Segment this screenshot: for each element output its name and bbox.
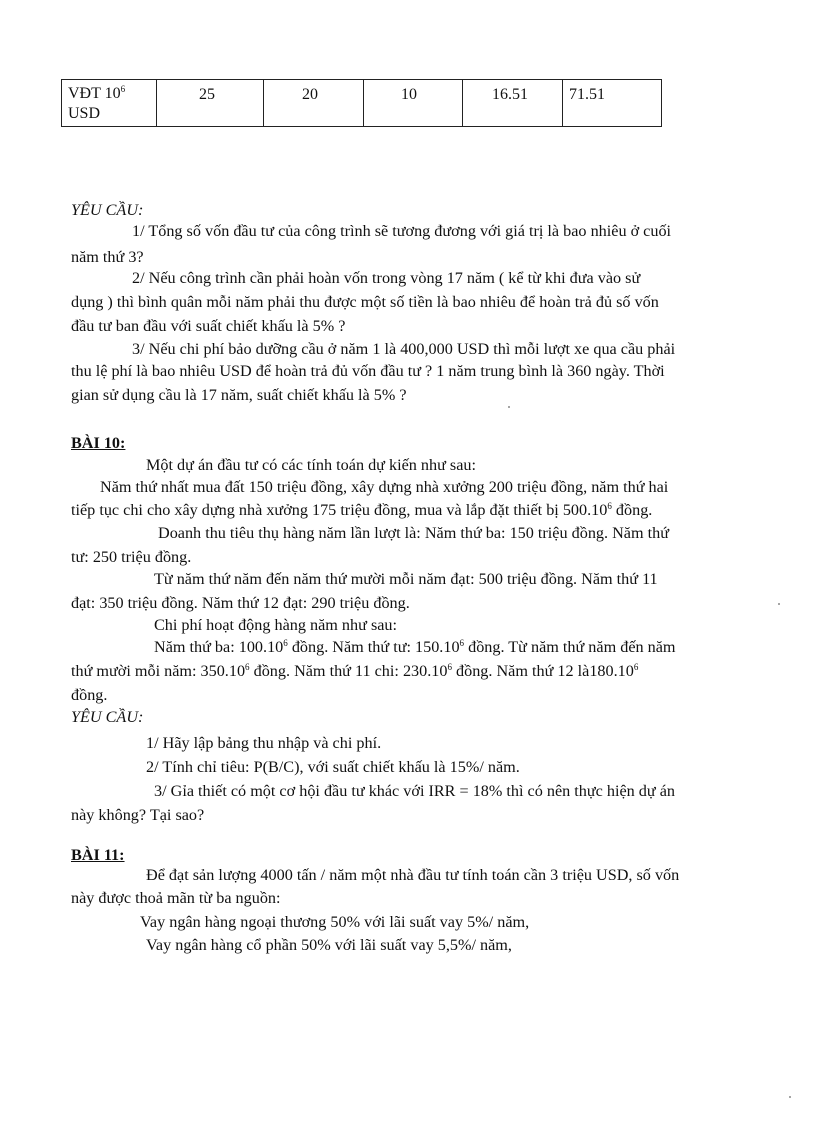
table-cell: 16.51 bbox=[492, 86, 528, 103]
table-cell: 71.51 bbox=[569, 86, 605, 103]
question-2-line-2: dụng ) thì bình quân mỗi năm phải thu được một số tiền là bao nhiêu để hoàn trả đủ số vốn bbox=[71, 293, 659, 311]
table-row-label bbox=[68, 84, 125, 124]
superscript: 6 bbox=[283, 638, 288, 648]
table-divider bbox=[263, 80, 264, 126]
exercise-10-p2-line-1: Doanh thu tiêu thụ hàng năm lần lượt là: Năm thứ ba: 150 triệu đồng. Năm thứ bbox=[158, 524, 669, 542]
question-1-line-1: 1/ Tổng số vốn đầu tư của công trình sẽ tương đương với giá trị là bao nhiêu ở cuối bbox=[132, 222, 672, 240]
exercise-10-p5-line-3: đồng. bbox=[71, 686, 108, 704]
exercise-10-p1-line-2 bbox=[71, 501, 652, 520]
question-3-line-1: 3/ Nếu chi phí bảo dưỡng cầu ở năm 1 là 400,000 USD thì mỗi lượt xe qua cầu phải bbox=[132, 340, 676, 358]
question-1-line-2: năm thứ 3? bbox=[71, 248, 144, 266]
text-run: thứ mười mỗi năm: 350.10 bbox=[71, 662, 246, 680]
table-label-line2: USD bbox=[68, 105, 101, 122]
requirements-heading: YÊU CẦU: bbox=[71, 201, 144, 219]
table-divider bbox=[462, 80, 463, 126]
exercise-10-p4: Chi phí hoạt động hàng năm như sau: bbox=[154, 616, 398, 634]
table-cell: 20 bbox=[302, 86, 318, 103]
exercise-10-p2-line-2: tư: 250 triệu đồng. bbox=[71, 548, 192, 566]
table-divider bbox=[562, 80, 563, 126]
text-run: Năm thứ ba: 100.10 bbox=[154, 638, 284, 656]
text-run: đồng. Năm thứ tư: 150.10 bbox=[287, 638, 460, 656]
exercise-10-req-1: 1/ Hãy lập bảng thu nhập và chi phí. bbox=[146, 734, 382, 752]
question-3-line-2: thu lệ phí là bao nhiêu USD để hoàn trả đủ vốn đầu tư ? 1 năm trung bình là 360 ngày. Thời bbox=[71, 362, 665, 380]
exercise-10-p3-line-1: Từ năm thứ năm đến năm thứ mười mỗi năm đạt: 500 triệu đồng. Năm thứ 11 bbox=[154, 570, 658, 588]
exercise-11-p3: Vay ngân hàng cổ phần 50% với lãi suất vay 5,5%/ năm, bbox=[146, 936, 512, 954]
exercise-11-title: BÀI 11: bbox=[71, 846, 125, 864]
superscript: 6 bbox=[607, 501, 612, 511]
exercise-10-p5-line-1 bbox=[154, 638, 676, 657]
text-run: đồng. bbox=[611, 501, 653, 519]
investment-table bbox=[61, 79, 662, 127]
exercise-10-title: BÀI 10: bbox=[71, 434, 126, 452]
superscript: 6 bbox=[633, 662, 639, 672]
exercise-10-intro: Một dự án đầu tư có các tính toán dự kiến như sau: bbox=[146, 456, 476, 474]
table-cell: 10 bbox=[401, 86, 417, 103]
scan-speck bbox=[508, 406, 510, 408]
question-2-line-1: 2/ Nếu công trình cần phải hoàn vốn trong vòng 17 năm ( kể từ khi đưa vào sử bbox=[132, 269, 641, 287]
exercise-10-requirements-heading: YÊU CẦU: bbox=[71, 708, 144, 726]
exercise-10-req-3-line-2: này không? Tại sao? bbox=[71, 806, 205, 824]
question-2-line-3: đầu tư ban đầu với suất chiết khấu là 5% ? bbox=[71, 317, 346, 335]
superscript: 6 bbox=[459, 638, 465, 648]
scan-speck bbox=[778, 603, 780, 605]
exercise-10-req-3-line-1: 3/ Gỉa thiết có một cơ hội đầu tư khác với IRR = 18% thì có nên thực hiện dự án bbox=[154, 782, 676, 800]
table-label-sup: 6 bbox=[120, 84, 126, 94]
exercise-10-p3-line-2: đạt: 350 triệu đồng. Năm thứ 12 đạt: 290 triệu đồng. bbox=[71, 594, 410, 612]
exercise-11-p1-line-1: Để đạt sản lượng 4000 tấn / năm một nhà đầu tư tính toán cần 3 triệu USD, số vốn bbox=[146, 866, 680, 884]
question-3-line-3: gian sử dụng cầu là 17 năm, suất chiết khấu là 5% ? bbox=[71, 386, 407, 404]
exercise-10-p1-line-1: Năm thứ nhất mua đất 150 triệu đồng, xây dựng nhà xưởng 200 triệu đồng, năm thứ hai bbox=[100, 478, 669, 496]
text-run: đồng. Năm thứ 11 chi: 230.10 bbox=[249, 662, 448, 680]
table-label-line1: VĐT 10 bbox=[68, 85, 121, 102]
superscript: 6 bbox=[245, 662, 250, 672]
exercise-10-req-2: 2/ Tính chỉ tiêu: P(B/C), với suất chiết khấu là 15%/ năm. bbox=[146, 758, 520, 776]
text-run: đồng. Từ năm thứ năm đến năm bbox=[464, 638, 676, 656]
table-cell: 25 bbox=[199, 86, 215, 103]
exercise-10-p5-line-2 bbox=[71, 662, 638, 681]
table-divider bbox=[156, 80, 157, 126]
exercise-11-p2: Vay ngân hàng ngoại thương 50% với lãi suất vay 5%/ năm, bbox=[140, 913, 530, 931]
text-run: đồng. Năm thứ 12 là180.10 bbox=[451, 662, 634, 680]
exercise-11-p1-line-2: này được thoả mãn từ ba nguồn: bbox=[71, 889, 281, 907]
text-run: tiếp tục chi cho xây dựng nhà xưởng 175 triệu đồng, mua và lắp đặt thiết bị 500.10 bbox=[71, 501, 608, 519]
scan-speck bbox=[789, 1096, 791, 1098]
superscript: 6 bbox=[447, 662, 452, 672]
table-divider bbox=[363, 80, 364, 126]
